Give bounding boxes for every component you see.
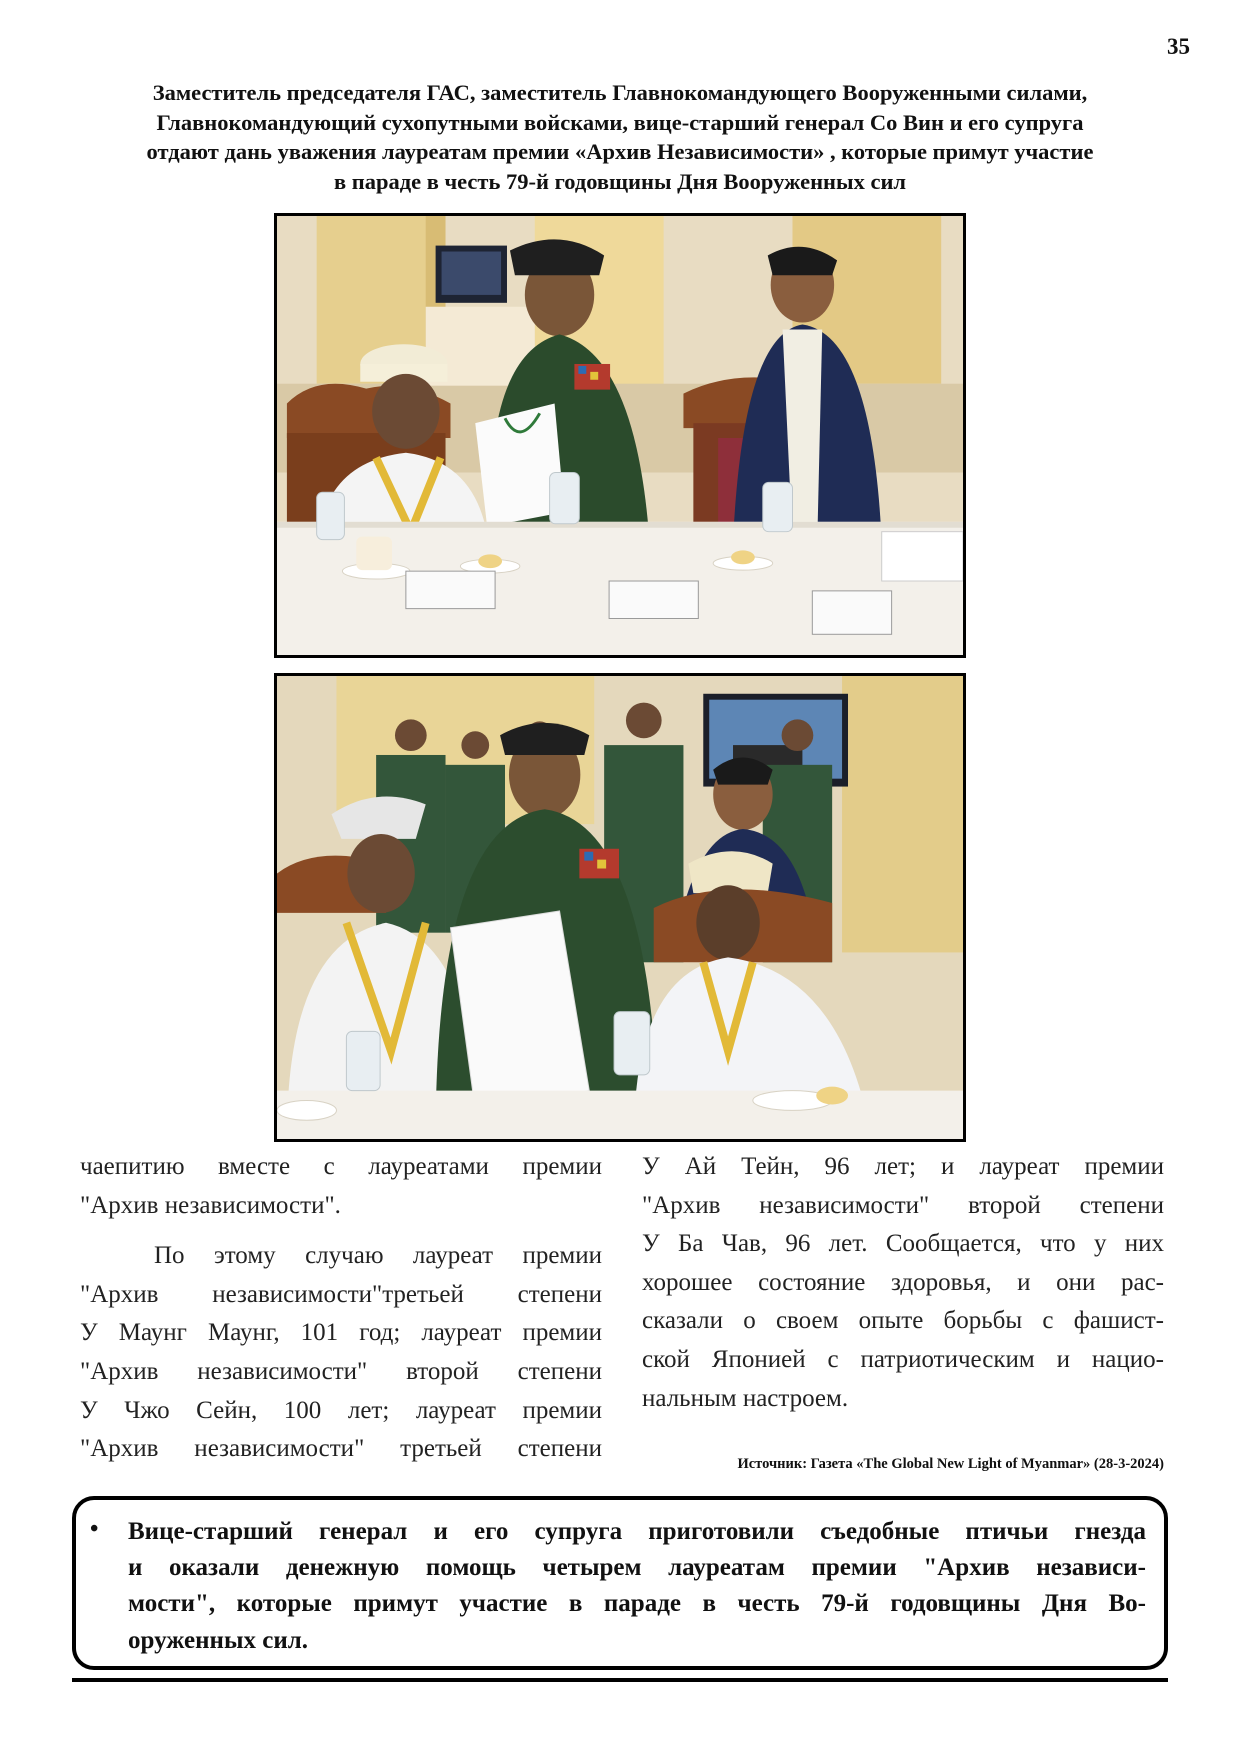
body-line: "Архив независимости". [80, 1191, 341, 1219]
source-citation: Источник: Газета «The Global New Light of Myanmar» (28-3-2024) [737, 1456, 1164, 1472]
caption-line: Главнокомандующий сухопутными войсками, вице-старший генерал Со Вин и его супруга [156, 109, 1084, 135]
body-column-right [642, 1148, 1164, 1418]
highlight-note-box [72, 1496, 1168, 1670]
body-line: сказали о своем опыте борьбы с фашист- [642, 1307, 1164, 1335]
body-line: "Архив независимости"третьей степени [80, 1280, 602, 1308]
caption-line: отдают дань уважения лауреатам премии «Архив Независимости» , которые примут участие [146, 139, 1094, 164]
caption-line: Заместитель председателя ГАС, заместитель Главнокомандующего Вооруженными силами, [152, 80, 1088, 105]
body-line: "Архив независимости" третьей степени [80, 1435, 602, 1463]
note-text [128, 1514, 1146, 1659]
note-line: Вице-старший генерал и его супруга приготовили съедобные птичьи гнезда [128, 1518, 1146, 1545]
body-line: По этому случаю лауреат премии [154, 1242, 602, 1270]
note-line: и оказали денежную помощь четырем лауреатам премии "Архив независи- [128, 1554, 1146, 1582]
body-line: У Ай Тейн, 96 лет; и лауреат премии [642, 1153, 1164, 1180]
note-line: оруженных сил. [128, 1626, 308, 1654]
body-line: нальным настроем. [642, 1384, 849, 1412]
photo-general-with-laureates [274, 673, 966, 1142]
photo-caption [60, 78, 1180, 196]
bullet-icon: • [90, 1516, 99, 1542]
note-line: мости", которые примут участие в параде в честь 79-й годовщины Дня Во- [128, 1590, 1146, 1618]
body-line: ской Японией с патриотическим и нацио- [642, 1345, 1164, 1373]
page-number: 35 [1167, 34, 1190, 59]
body-line: "Архив независимости" второй степени [642, 1191, 1164, 1219]
body-line: У Чжо Сейн, 100 лет; лауреат премии [80, 1396, 602, 1424]
body-line: У Ба Чав, 96 лет. Сообщается, что у них [642, 1230, 1164, 1258]
photo-general-presenting-gift [274, 213, 966, 658]
body-line: У Маунг Маунг, 101 год; лауреат премии [80, 1319, 602, 1347]
caption-line: в параде в честь 79-й годовщины Дня Вооруженных сил [333, 168, 907, 194]
body-column-left [80, 1148, 602, 1469]
body-line: хорошее состояние здоровья, и они рас- [642, 1268, 1164, 1296]
body-line: "Архив независимости" второй степени [80, 1357, 602, 1385]
bottom-divider [72, 1678, 1168, 1682]
body-line: чаепитию вместе с лауреатами премии [80, 1153, 602, 1180]
